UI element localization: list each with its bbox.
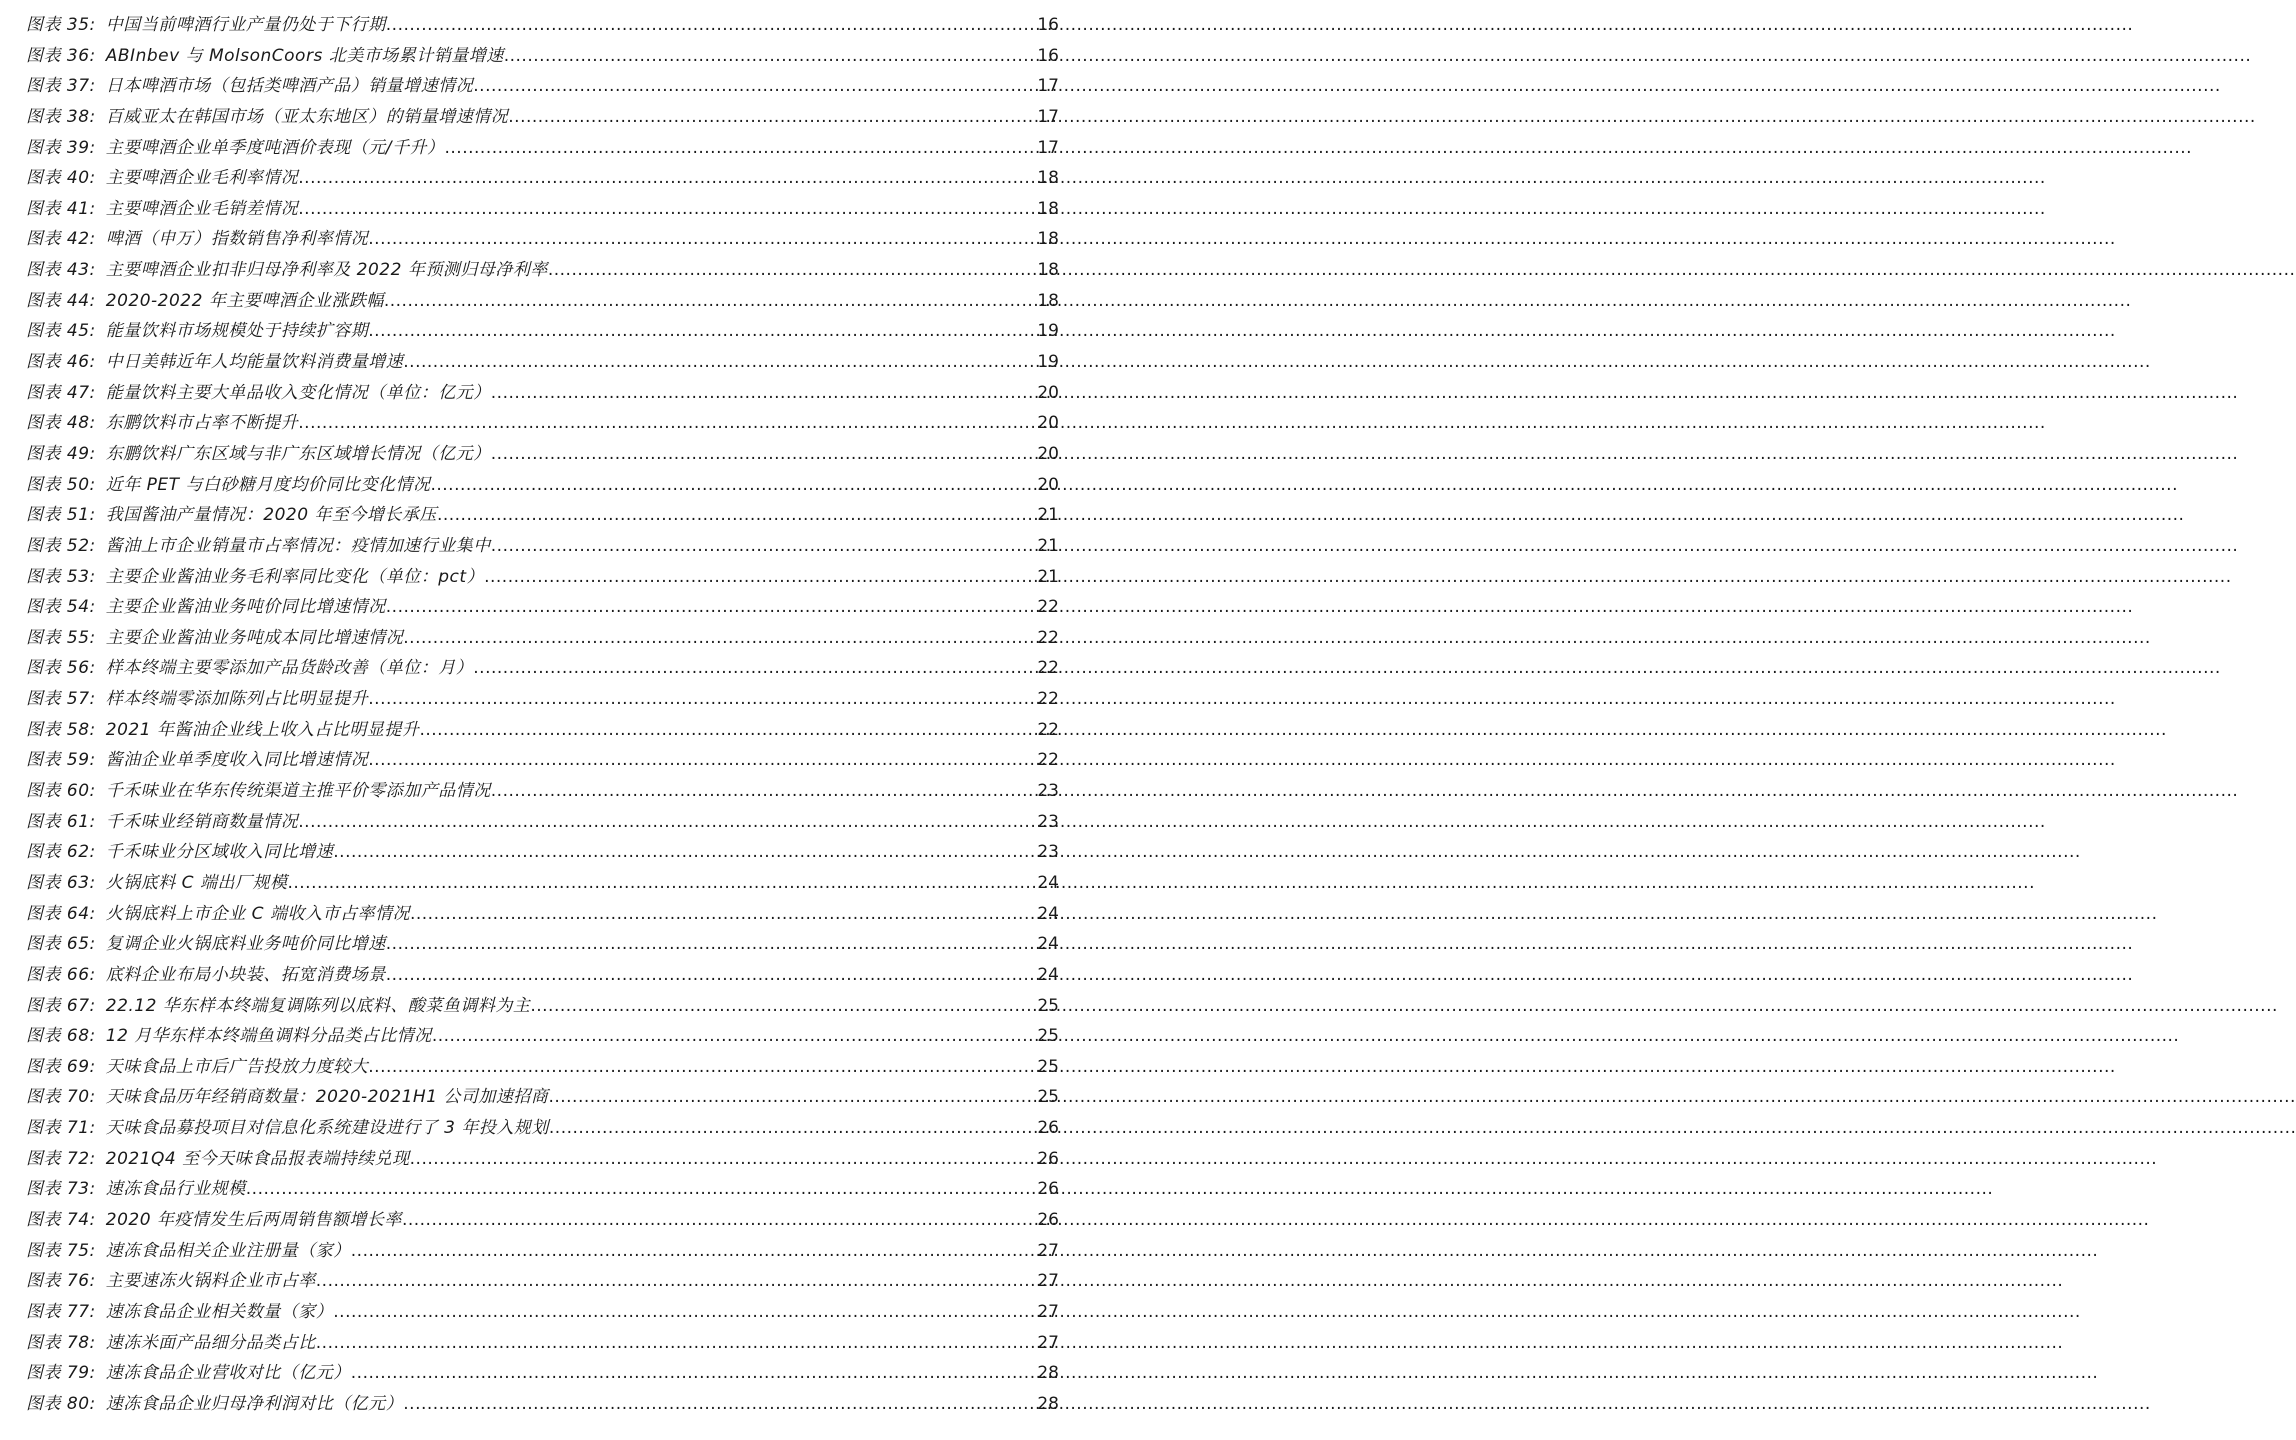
figure-number: 图表 60: [26,781,96,802]
page-number: 25 [1037,1026,1059,1047]
toc-entry[interactable] [26,316,1059,347]
figure-number: 图表 74: [26,1209,96,1230]
dot-leader [484,562,1036,593]
figure-title: 主要速冻火锅料企业市占率 [105,1271,316,1292]
figure-number: 图表 80: [26,1393,96,1414]
dot-leader [403,1389,1036,1420]
dot-leader [403,347,1036,378]
figure-number: 图表 47: [26,382,96,403]
toc-entry[interactable] [26,1052,1059,1083]
page-number: 24 [1037,964,1059,985]
figure-number: 图表 43: [26,260,96,281]
page-number: 20 [1037,474,1059,495]
figure-title: 主要企业酱油业务毛利率同比变化（单位：pct） [105,566,485,587]
dot-leader [351,1236,1037,1267]
figure-number: 图表 58: [26,719,96,740]
toc-entry[interactable] [26,807,1059,838]
toc-entry[interactable] [26,837,1059,868]
figure-number: 图表 54: [26,597,96,618]
page-number: 23 [1037,842,1059,863]
figure-number: 图表 52: [26,535,96,556]
dot-leader [491,776,1037,807]
page-number: 19 [1037,352,1059,373]
page-number: 23 [1037,811,1059,832]
figure-title: 速冻食品相关企业注册量（家） [105,1240,351,1261]
figure-number: 图表 61: [26,811,96,832]
figure-title: ABInbev 与 MolsonCoors 北美市场累计销量增速 [105,45,504,66]
figure-number: 图表 51: [26,505,96,526]
figure-number: 图表 35: [26,15,96,35]
page-number: 17 [1037,106,1059,127]
page-number: 21 [1037,535,1059,556]
dot-leader [491,439,1037,470]
dot-leader [549,1113,1036,1144]
dot-leader [386,592,1037,623]
figure-number: 图表 76: [26,1271,96,1292]
page-number: 18 [1037,290,1059,311]
figure-title: 样本终端主要零添加产品货龄改善（单位：月） [105,658,474,679]
figure-title: 底料企业布局小块装、拓宽消费场景 [105,964,386,985]
page-number: 27 [1037,1271,1059,1292]
figure-number: 图表 64: [26,903,96,924]
dot-leader [548,1082,1036,1113]
figure-number: 图表 36: [26,45,96,66]
dot-leader [368,1052,1036,1083]
page-number: 24 [1037,934,1059,955]
figure-number: 图表 44: [26,290,96,311]
figure-number: 图表 67: [26,995,96,1016]
figure-number: 图表 37: [26,76,96,97]
page-number: 28 [1037,1363,1059,1384]
figure-title: 主要啤酒企业毛利率情况 [105,168,299,189]
page-number: 22 [1037,658,1059,679]
dot-leader [403,623,1036,654]
dot-leader [351,1358,1037,1389]
toc-entry[interactable] [26,929,1059,960]
figure-number: 图表 78: [26,1332,96,1353]
toc-entry[interactable] [26,224,1059,255]
figure-title: 百威亚太在韩国市场（亚太东地区）的销量增速情况 [105,106,509,127]
figure-number: 图表 49: [26,443,96,464]
page-number: 21 [1037,505,1059,526]
dot-leader [508,102,1036,133]
dot-leader [410,899,1036,930]
page-number: 26 [1037,1209,1059,1230]
dot-leader [384,286,1037,317]
figure-number: 图表 71: [26,1118,96,1139]
figure-number: 图表 75: [26,1240,96,1261]
page-number: 21 [1037,566,1059,587]
toc-entry[interactable] [26,347,1059,378]
figure-title: 酱油企业单季度收入同比增速情况 [105,750,369,771]
figure-title: 主要企业酱油业务吨价同比增速情况 [105,597,386,618]
toc-entry[interactable] [26,623,1059,654]
dot-leader [445,133,1037,164]
dot-leader [386,10,1037,41]
figure-number: 图表 56: [26,658,96,679]
figure-title: 日本啤酒市场（包括类啤酒产品）销量增速情况 [105,76,474,97]
page-number: 17 [1037,137,1059,158]
figure-title: 天味食品上市后广告投放力度较大 [105,1056,369,1077]
figure-title: 火锅底料上市企业 C 端收入市占率情况 [105,903,410,924]
figure-title: 样本终端零添加陈列占比明显提升 [105,689,369,710]
page-number: 28 [1037,1393,1059,1414]
figure-number: 图表 57: [26,689,96,710]
dot-leader [298,807,1036,838]
figure-title: 主要啤酒企业扣非归母净利率及 2022 年预测归母净利率 [105,260,548,281]
toc-entry[interactable] [26,531,1059,562]
page-number: 22 [1037,597,1059,618]
page-number: 18 [1037,198,1059,219]
dot-leader [473,653,1036,684]
figure-title: 酱油上市企业销量市占率情况：疫情加速行业集中 [105,535,491,556]
toc-entry[interactable] [26,1297,1059,1328]
figure-number: 图表 63: [26,872,96,893]
figure-title: 千禾味业经销商数量情况 [105,811,299,832]
figure-title: 中日美韩近年人均能量饮料消费量增速 [105,352,404,373]
page-number: 25 [1037,995,1059,1016]
page-number: 16 [1037,15,1059,35]
toc-entry[interactable] [26,562,1059,593]
dot-leader [368,745,1036,776]
page-number: 18 [1037,168,1059,189]
page-number: 27 [1037,1240,1059,1261]
page-number: 25 [1037,1056,1059,1077]
toc-entry[interactable] [26,71,1059,102]
toc-entry[interactable] [26,1205,1059,1236]
figure-title: 12 月华东样本终端鱼调料分品类占比情况 [105,1026,432,1047]
dot-leader [504,41,1037,72]
toc-entry[interactable] [26,439,1059,470]
dot-leader [530,991,1036,1022]
figure-title: 22.12 华东样本终端复调陈列以底料、酸菜鱼调料为主 [105,995,531,1016]
figure-title: 2021Q4 至今天味食品报表端持续兑现 [105,1148,410,1169]
figure-title: 复调企业火锅底料业务吨价同比增速 [105,934,386,955]
figure-number: 图表 53: [26,566,96,587]
figure-title: 速冻食品企业营收对比（亿元） [105,1363,351,1384]
toc-entry[interactable] [26,684,1059,715]
dot-leader [437,500,1036,531]
dot-leader [333,837,1036,868]
page-number: 22 [1037,689,1059,710]
figure-title: 啤酒（申万）指数销售净利率情况 [105,229,369,250]
page-number: 18 [1037,260,1059,281]
table-of-figures [26,10,1059,1419]
toc-entry[interactable] [26,1236,1059,1267]
toc-entry[interactable] [26,286,1059,317]
figure-title: 2021 年酱油企业线上收入占比明显提升 [105,719,420,740]
dot-leader [491,531,1037,562]
page-number: 22 [1037,750,1059,771]
dot-leader [333,1297,1036,1328]
figure-title: 天味食品历年经销商数量：2020-2021H1 公司加速招商 [105,1087,549,1108]
figure-title: 火锅底料 C 端出厂规模 [105,872,288,893]
figure-title: 东鹏饮料广东区域与非广东区域增长情况（亿元） [105,443,491,464]
figure-title: 千禾味业分区域收入同比增速 [105,842,334,863]
figure-number: 图表 46: [26,352,96,373]
page-number: 25 [1037,1087,1059,1108]
toc-entry[interactable] [26,745,1059,776]
toc-entry[interactable] [26,715,1059,746]
page-number: 20 [1037,382,1059,403]
page-number: 16 [1037,45,1059,66]
figure-number: 图表 48: [26,413,96,434]
figure-number: 图表 45: [26,321,96,342]
dot-leader [491,378,1037,409]
page-number: 20 [1037,443,1059,464]
toc-entry[interactable] [26,1174,1059,1205]
figure-title: 中国当前啤酒行业产量仍处于下行期 [105,15,386,35]
toc-entry[interactable] [26,960,1059,991]
toc-entry[interactable] [26,1389,1059,1420]
dot-leader [410,1144,1037,1175]
toc-entry[interactable] [26,41,1059,72]
figure-title: 近年 PET 与白砂糖月度均价同比变化情况 [105,474,431,495]
toc-entry[interactable] [26,10,1059,41]
figure-title: 速冻食品企业相关数量（家） [105,1301,334,1322]
figure-number: 图表 38: [26,106,96,127]
page-number: 27 [1037,1301,1059,1322]
toc-entry[interactable] [26,1266,1059,1297]
figure-title: 速冻食品行业规模 [105,1179,246,1200]
page-number: 23 [1037,781,1059,802]
figure-title: 天味食品募投项目对信息化系统建设进行了 3 年投入规划 [105,1118,549,1139]
toc-entry[interactable] [26,378,1059,409]
dot-leader [298,194,1036,225]
figure-number: 图表 79: [26,1363,96,1384]
page-number: 27 [1037,1332,1059,1353]
dot-leader [298,163,1036,194]
figure-title: 速冻食品企业归母净利润对比（亿元） [105,1393,404,1414]
figure-title: 主要啤酒企业单季度吨酒价表现（元/千升） [105,137,445,158]
figure-number: 图表 69: [26,1056,96,1077]
page-number: 20 [1037,413,1059,434]
toc-entry[interactable] [26,1328,1059,1359]
toc-entry[interactable] [26,1082,1059,1113]
figure-number: 图表 42: [26,229,96,250]
toc-entry[interactable] [26,194,1059,225]
figure-number: 图表 41: [26,198,96,219]
figure-number: 图表 55: [26,627,96,648]
toc-entry[interactable] [26,255,1059,286]
toc-entry[interactable] [26,868,1059,899]
figure-number: 图表 66: [26,964,96,985]
figure-number: 图表 65: [26,934,96,955]
dot-leader [432,1021,1037,1052]
figure-title: 速冻米面产品细分品类占比 [105,1332,316,1353]
page-number: 18 [1037,229,1059,250]
toc-entry[interactable] [26,1358,1059,1389]
dot-leader [368,316,1036,347]
dot-leader [368,684,1036,715]
page-number: 24 [1037,872,1059,893]
toc-entry[interactable] [26,102,1059,133]
dot-leader [316,1328,1037,1359]
toc-entry[interactable] [26,500,1059,531]
dot-leader [402,1205,1036,1236]
dot-leader [368,224,1036,255]
dot-leader [386,960,1037,991]
page-number: 26 [1037,1118,1059,1139]
figure-number: 图表 73: [26,1179,96,1200]
figure-title: 2020 年疫情发生后两周销售额增长率 [105,1209,402,1230]
page-number: 22 [1037,719,1059,740]
figure-number: 图表 39: [26,137,96,158]
dot-leader [316,1266,1037,1297]
figure-title: 能量饮料主要大单品收入变化情况（单位：亿元） [105,382,491,403]
figure-number: 图表 70: [26,1087,96,1108]
page-number: 26 [1037,1179,1059,1200]
dot-leader [298,408,1036,439]
page-number: 17 [1037,76,1059,97]
figure-number: 图表 68: [26,1026,96,1047]
dot-leader [430,470,1036,501]
figure-number: 图表 72: [26,1148,96,1169]
toc-entry[interactable] [26,592,1059,623]
dot-leader [473,71,1036,102]
toc-entry[interactable] [26,776,1059,807]
toc-entry[interactable] [26,899,1059,930]
page-number: 24 [1037,903,1059,924]
figure-title: 我国酱油产量情况：2020 年至今增长承压 [105,505,437,526]
figure-title: 能量饮料市场规模处于持续扩容期 [105,321,369,342]
toc-entry[interactable] [26,991,1059,1022]
toc-entry[interactable] [26,653,1059,684]
figure-number: 图表 77: [26,1301,96,1322]
toc-entry[interactable] [26,1113,1059,1144]
figure-title: 东鹏饮料市占率不断提升 [105,413,299,434]
dot-leader [246,1174,1037,1205]
dot-leader [419,715,1036,746]
dot-leader [287,868,1036,899]
figure-title: 主要啤酒企业毛销差情况 [105,198,299,219]
figure-title: 千禾味业在华东传统渠道主推平价零添加产品情况 [105,781,491,802]
figure-number: 图表 40: [26,168,96,189]
dot-leader [386,929,1037,960]
toc-entry[interactable] [26,133,1059,164]
toc-entry[interactable] [26,470,1059,501]
figure-title: 主要企业酱油业务吨成本同比增速情况 [105,627,404,648]
dot-leader [548,255,1037,286]
page-number: 26 [1037,1148,1059,1169]
figure-number: 图表 62: [26,842,96,863]
figure-title: 2020-2022 年主要啤酒企业涨跌幅 [105,290,384,311]
page-number: 19 [1037,321,1059,342]
toc-entry[interactable] [26,163,1059,194]
toc-entry[interactable] [26,1144,1059,1175]
figure-number: 图表 59: [26,750,96,771]
toc-entry[interactable] [26,1021,1059,1052]
toc-entry[interactable] [26,408,1059,439]
page-number: 22 [1037,627,1059,648]
figure-number: 图表 50: [26,474,96,495]
